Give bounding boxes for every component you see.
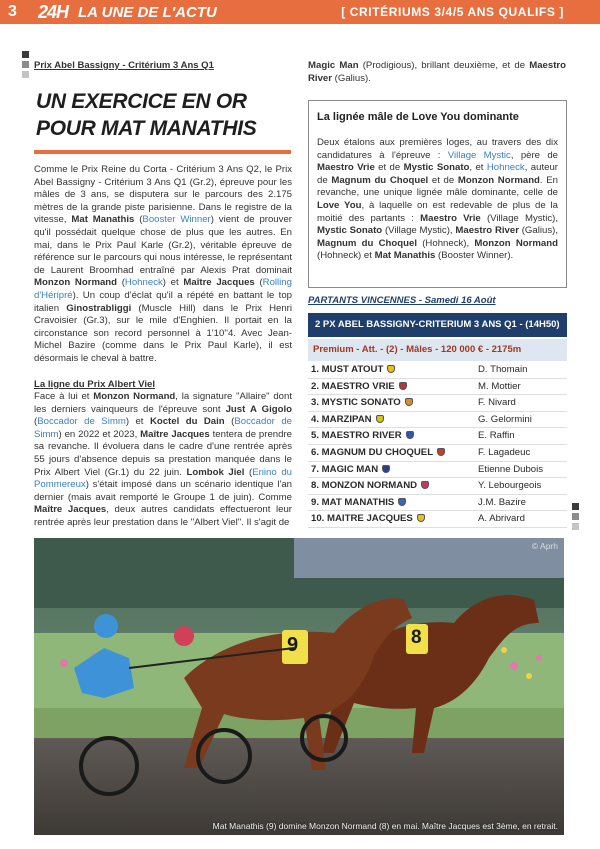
partants-title: PARTANTS VINCENNES - Samedi 16 Août xyxy=(308,295,496,306)
logo: 24H xyxy=(38,2,69,22)
article-subhead: La ligne du Prix Albert Viel xyxy=(34,378,156,390)
sidebar-box xyxy=(308,100,567,288)
category-label: [ CRITÉRIUMS 3/4/5 ANS QUALIFS ] xyxy=(341,5,564,19)
headline-line: UN EXERCICE EN OR xyxy=(36,90,247,113)
page-number: 3 xyxy=(8,3,17,20)
runner-name: 7. MAGIC MAN xyxy=(311,462,390,478)
headline-rule xyxy=(34,150,291,154)
runner-name: 4. MARZIPAN xyxy=(311,412,384,428)
paragraph: Comme le Prix Reine du Corta - Critérium 3 Ans Q2, le Prix Abel Bassigny - Critérium 3 Ans Q1 (Gr.2), épreuve pour les mâles de 3 ans, se disputera sur le parcours des 2.175 mètres de la grande piste parisienne. Dans le registre de la vitesse, Mat Manathis (Booster Winner) vient de prouver qu'il possédait quelque chose de plus que les autres. En mai, dans le Prix Paul Karle (Gr.2), véritable épreuve de référence sur le parcours qui nous intéresse, le représentant de Laurent Broomhad entraîné par Alexis Prat dominait Monzon Normand (Hohneck) et Maître Jacques (Rolling d'Héripré). Un coup d'éclat qu'il a répété en battant le top italien Ginostrabliggi (Muscle Hill) dans le Prix Henri Cravoisier (Gr.3), sur le mile d'Enghien. Il portait en la circonstance son record personnel à 1'10''4. Avec Jean-Michel Bazire (comme dans le Prix Paul Karle), il est désormais le cheval à battre. xyxy=(34,164,293,364)
runner-jockey: A. Abrivard xyxy=(478,513,525,525)
section-title: LA UNE DE L'ACTU xyxy=(78,4,217,21)
silk-icon xyxy=(382,465,390,473)
silk-icon xyxy=(406,431,414,439)
sidebar-box-title: La lignée mâle de Love You dominante xyxy=(317,111,519,123)
silk-icon xyxy=(437,448,445,456)
article-body-right xyxy=(308,60,566,85)
runner-name: 5. MAESTRO RIVER xyxy=(311,428,414,444)
paragraph: Magic Man (Prodigious), brillant deuxième, et de Maestro River (Galius). xyxy=(308,60,567,84)
runner-jockey: Y. Lebourgeois xyxy=(478,480,542,492)
runner-jockey: M. Mottier xyxy=(478,380,521,392)
runner-row xyxy=(308,445,567,462)
sidebar-box-text: Deux étalons aux premières loges, au travers des dix candidatures à l'épreuve : Village Mystic, père de Maestro Vrie et de Mystic Sonato, et Hohneck, auteur de Magnum du Choquel et de Monzon Normand. En revanche, une unique lignée mâle dominante, celle de Love You, à laquelle on est redevable de plus de la moitié des partants : Maestro Vrie (Village Mystic), Mystic Sonato (Village Mystic), Maestro River (Galius), Magnum du Choquel (Hohneck), Monzon Normand (Hohneck) et Mat Manathis (Booster Winner). xyxy=(317,137,558,262)
link[interactable]: Hohneck xyxy=(486,162,525,174)
race-photo-illustration xyxy=(34,538,564,835)
article-kicker: Prix Abel Bassigny - Critérium 3 Ans Q1 xyxy=(34,60,214,71)
runner-jockey: G. Gelormini xyxy=(478,413,532,425)
runner-row xyxy=(308,395,567,412)
runner-row xyxy=(308,462,567,479)
decor-square xyxy=(572,513,579,520)
runner-jockey: D. Thomain xyxy=(478,364,528,375)
runner-row xyxy=(308,379,567,396)
decor-square xyxy=(22,61,29,68)
photo-credit: © Aprh xyxy=(531,541,558,551)
silk-icon xyxy=(405,398,413,406)
article-headline xyxy=(36,88,301,142)
link[interactable]: Boccador de Simm xyxy=(37,416,126,428)
runner-row xyxy=(308,412,567,429)
link[interactable]: Village Mystic xyxy=(447,149,511,161)
runner-name: 2. MAESTRO VRIE xyxy=(311,379,407,395)
link[interactable]: Rolling d'Héripré xyxy=(34,277,292,301)
runner-name: 8. MONZON NORMAND xyxy=(311,478,429,494)
runner-name: 3. MYSTIC SONATO xyxy=(311,395,413,411)
article-body-left xyxy=(34,164,292,530)
bib-number: 8 xyxy=(411,627,422,648)
runner-jockey: F. Lagadeuc xyxy=(478,446,531,458)
photo-caption: Mat Manathis (9) domine Monzon Normand (8) en mai. Maître Jacques est 3ème, en retrait. xyxy=(212,821,558,831)
decor-square xyxy=(22,71,29,78)
runner-jockey: F. Nivard xyxy=(478,397,516,409)
runner-row xyxy=(308,428,567,445)
link[interactable]: Booster Winner xyxy=(142,214,211,226)
race-conditions: Premium - Att. - (2) - Mâles - 120 000 € - 2175m xyxy=(308,339,567,361)
runner-name: 6. MAGNUM DU CHOQUEL xyxy=(311,445,445,461)
runner-row xyxy=(308,478,567,495)
silk-icon xyxy=(421,481,429,489)
decor-square xyxy=(572,503,579,510)
runner-row xyxy=(308,362,567,379)
paragraph: Face à lui et Monzon Normand, la signature "Allaire" dont les derniers vainqueurs de l'épreuve sont Just A Gigolo (Boccador de Simm) et Koctel du Dain (Boccador de Simm) en 2022 et 2023, Maître Jacques tentera de prendre sa revanche. Il évoluera dans le cadre d'une rentrée après 55 jours d'absence depuis sa prestation manquée dans le Prix Albert Viel (Gr.1) du 22 juin. Lombok Jiel (Enino du Pommereux) s'était imposé dans un scénario identique l'an dernier (mais avait remporté le Groupe 1 de juin). Comme Maître Jacques, deux autres candidats effectueront leur rentrée après leur prestation dans le "Albert Viel". Il s'agit de xyxy=(34,391,292,529)
runner-jockey: Etienne Dubois xyxy=(478,463,544,475)
runner-name: 9. MAT MANATHIS xyxy=(311,495,406,511)
runner-jockey: J.M. Bazire xyxy=(478,496,526,508)
bib-number: 9 xyxy=(287,634,299,656)
headline-line: POUR MAT MANATHIS xyxy=(36,117,257,140)
race-photo xyxy=(34,538,564,835)
link[interactable]: Enino du Pommereux xyxy=(34,466,292,491)
runner-name: 10. MAITRE JACQUES xyxy=(311,511,425,527)
runner-jockey: E. Raffin xyxy=(478,430,515,442)
silk-icon xyxy=(398,498,406,506)
decor-square xyxy=(22,51,29,58)
runner-row xyxy=(308,511,567,528)
runner-name: 1. MUST ATOUT xyxy=(311,362,395,378)
silk-icon xyxy=(399,382,407,390)
runners-list xyxy=(308,362,567,528)
decor-square xyxy=(572,523,579,530)
runner-row xyxy=(308,495,567,512)
race-title: 2 PX ABEL BASSIGNY-CRITERIUM 3 ANS Q1 - (14H50) xyxy=(308,313,567,337)
link[interactable]: Hohneck xyxy=(124,277,163,289)
silk-icon xyxy=(387,365,395,373)
header-band xyxy=(0,0,600,24)
silk-icon xyxy=(417,514,425,522)
link[interactable]: Boccador de Simm xyxy=(34,416,292,440)
silk-icon xyxy=(376,415,384,423)
